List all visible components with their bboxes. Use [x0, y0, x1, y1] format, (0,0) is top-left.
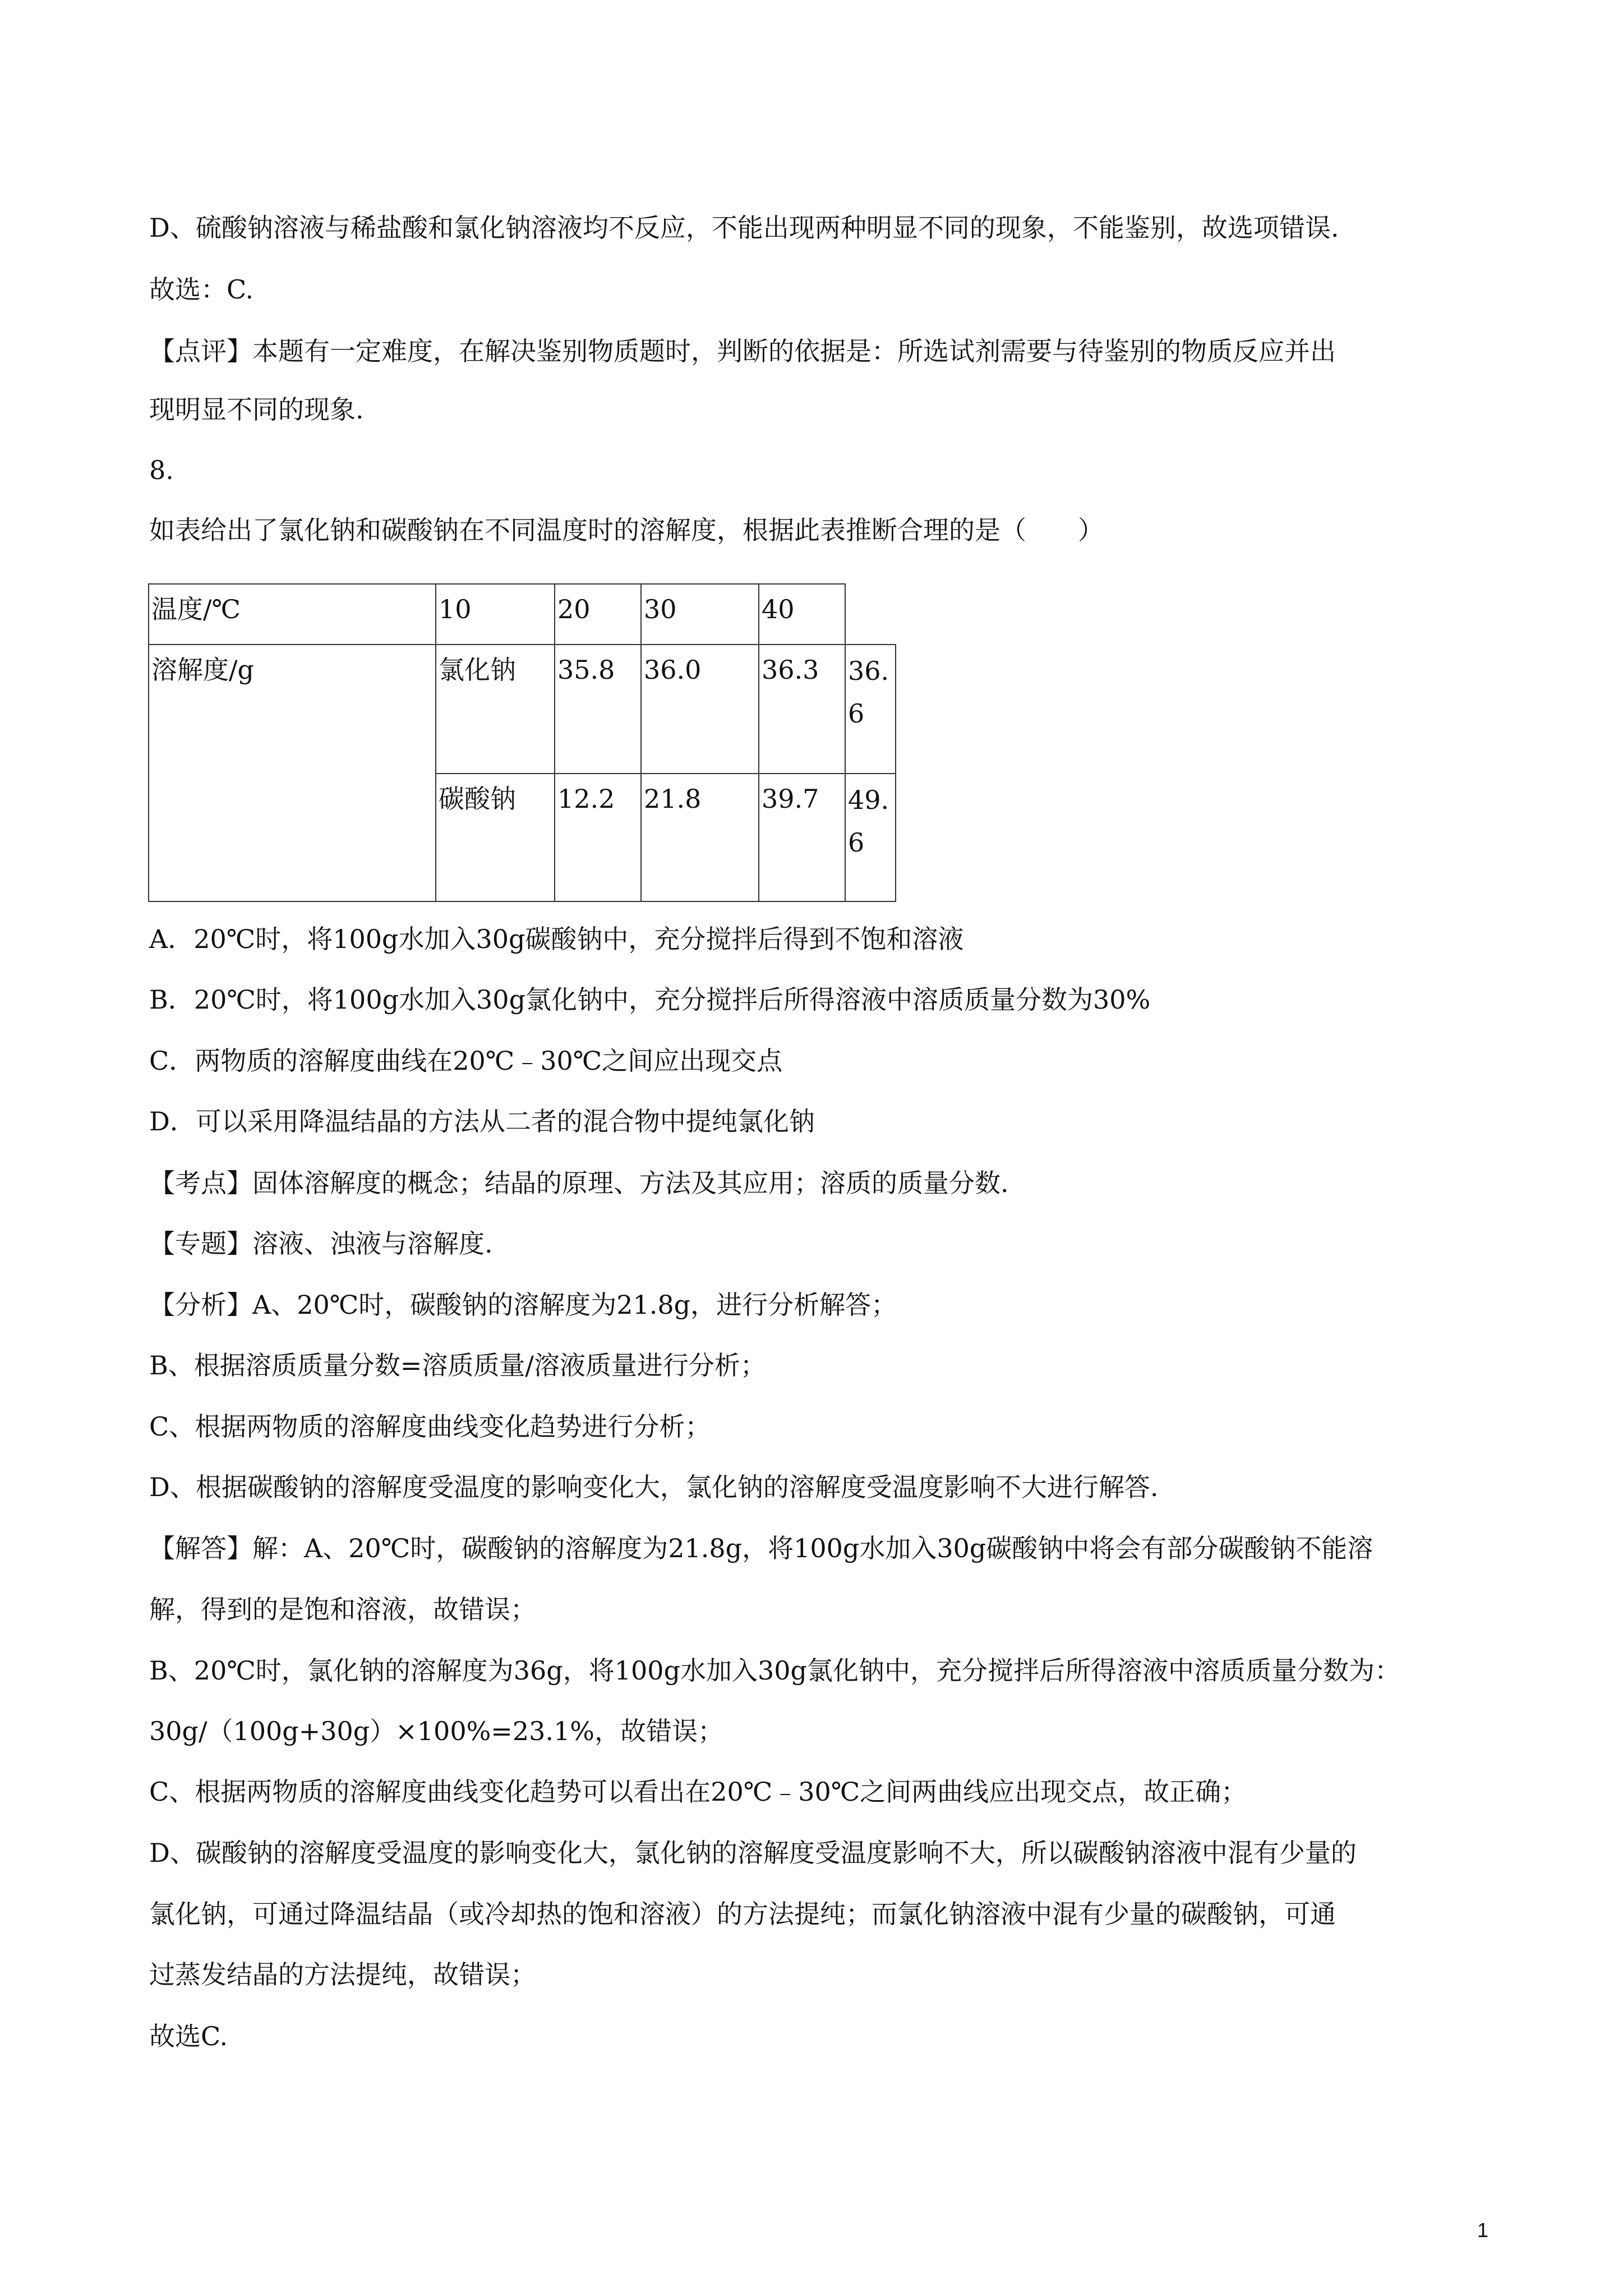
table-substance-name: 氯化钠: [435, 644, 555, 774]
option-b: B．20℃时，将100g水加入30g氯化钠中，充分搅拌后所得溶液中溶质质量分数为30%: [149, 984, 1151, 1015]
table-value-wrapped: [845, 773, 896, 902]
table-value: 39.7: [758, 773, 846, 902]
question-number: 8.: [149, 455, 174, 485]
text-line: 故选C.: [149, 2021, 228, 2051]
table-value: 35.8: [554, 644, 642, 774]
table-header-temp: 30: [640, 583, 759, 645]
table-header-temp: 40: [758, 583, 846, 645]
text-line: D、硫酸钠溶液与稀盐酸和氯化钠溶液均不反应，不能出现两种明显不同的现象，不能鉴别，故选项错误.: [149, 213, 1339, 243]
table-value: 36.3: [758, 644, 846, 774]
page-number: 1: [1477, 2219, 1488, 2242]
text-line: 【分析】A、20℃时，碳酸钠的溶解度为21.8g，进行分析解答；: [149, 1290, 897, 1320]
question-stem: 如表给出了氯化钠和碳酸钠在不同温度时的溶解度，根据此表推断合理的是（ ）: [149, 515, 1104, 545]
table-header-temp: 20: [554, 583, 642, 645]
text-line: 解，得到的是饱和溶液，故错误；: [149, 1594, 536, 1625]
text-line: C、根据两物质的溶解度曲线变化趋势进行分析；: [149, 1411, 711, 1442]
text-line: 故选：C.: [149, 274, 254, 305]
table-value-part: 36.: [848, 656, 889, 686]
table-value: 21.8: [640, 773, 759, 902]
text-line: D、碳酸钠的溶解度受温度的影响变化大，氯化钠的溶解度受温度影响不大，所以碳酸钠溶液中混有少量的: [149, 1838, 1357, 1868]
option-a: A．20℃时，将100g水加入30g碳酸钠中，充分搅拌后得到不饱和溶液: [149, 924, 964, 954]
table-value: 36.0: [640, 644, 759, 774]
table-value-part: 6: [848, 827, 865, 858]
table-solubility-label: 溶解度/g: [148, 644, 436, 902]
option-d: D．可以采用降温结晶的方法从二者的混合物中提纯氯化钠: [149, 1106, 815, 1137]
table-value-wrapped: [845, 644, 896, 774]
text-line: 【考点】固体溶解度的概念；结晶的原理、方法及其应用；溶质的质量分数.: [149, 1168, 1009, 1198]
text-line: 氯化钠，可通过降温结晶（或冷却热的饱和溶液）的方法提纯；而氯化钠溶液中混有少量的碳酸钠，可通: [149, 1899, 1336, 1929]
text-line: 【点评】本题有一定难度，在解决鉴别物质题时，判断的依据是：所选试剂需要与待鉴别的物质反应并出: [149, 336, 1336, 366]
table-header-temp-label: 温度/℃: [148, 583, 436, 645]
table-value: 12.2: [554, 773, 642, 902]
text-line: D、根据碳酸钠的溶解度受温度的影响变化大，氯化钠的溶解度受温度影响不大进行解答.: [149, 1472, 1159, 1502]
text-line: C、根据两物质的溶解度曲线变化趋势可以看出在20℃﹣30℃之间两曲线应出现交点，故正确；: [149, 1777, 1247, 1807]
table-value-part: 6: [848, 698, 865, 729]
text-line: B、根据溶质质量分数=溶质质量/溶液质量进行分析；: [149, 1350, 766, 1381]
table-value-part: 49.: [848, 785, 889, 815]
text-line: 【解答】解：A、20℃时，碳酸钠的溶解度为21.8g，将100g水加入30g碳酸钠中将会有部分碳酸钠不能溶: [149, 1533, 1373, 1563]
table-header-temp: 10: [435, 583, 555, 645]
text-line: 30g/（100g+30g）×100%=23.1%，故错误；: [149, 1716, 723, 1746]
text-line: B、20℃时，氯化钠的溶解度为36g，将100g水加入30g氯化钠中，充分搅拌后所得溶液中溶质质量分数为：: [149, 1655, 1400, 1686]
text-line: 现明显不同的现象.: [149, 394, 364, 425]
text-line: 过蒸发结晶的方法提纯，故错误；: [149, 1959, 536, 1990]
table-substance-name: 碳酸钠: [435, 773, 555, 902]
option-c: C．两物质的溶解度曲线在20℃﹣30℃之间应出现交点: [149, 1046, 783, 1076]
text-line: 【专题】溶液、浊液与溶解度.: [149, 1228, 493, 1259]
